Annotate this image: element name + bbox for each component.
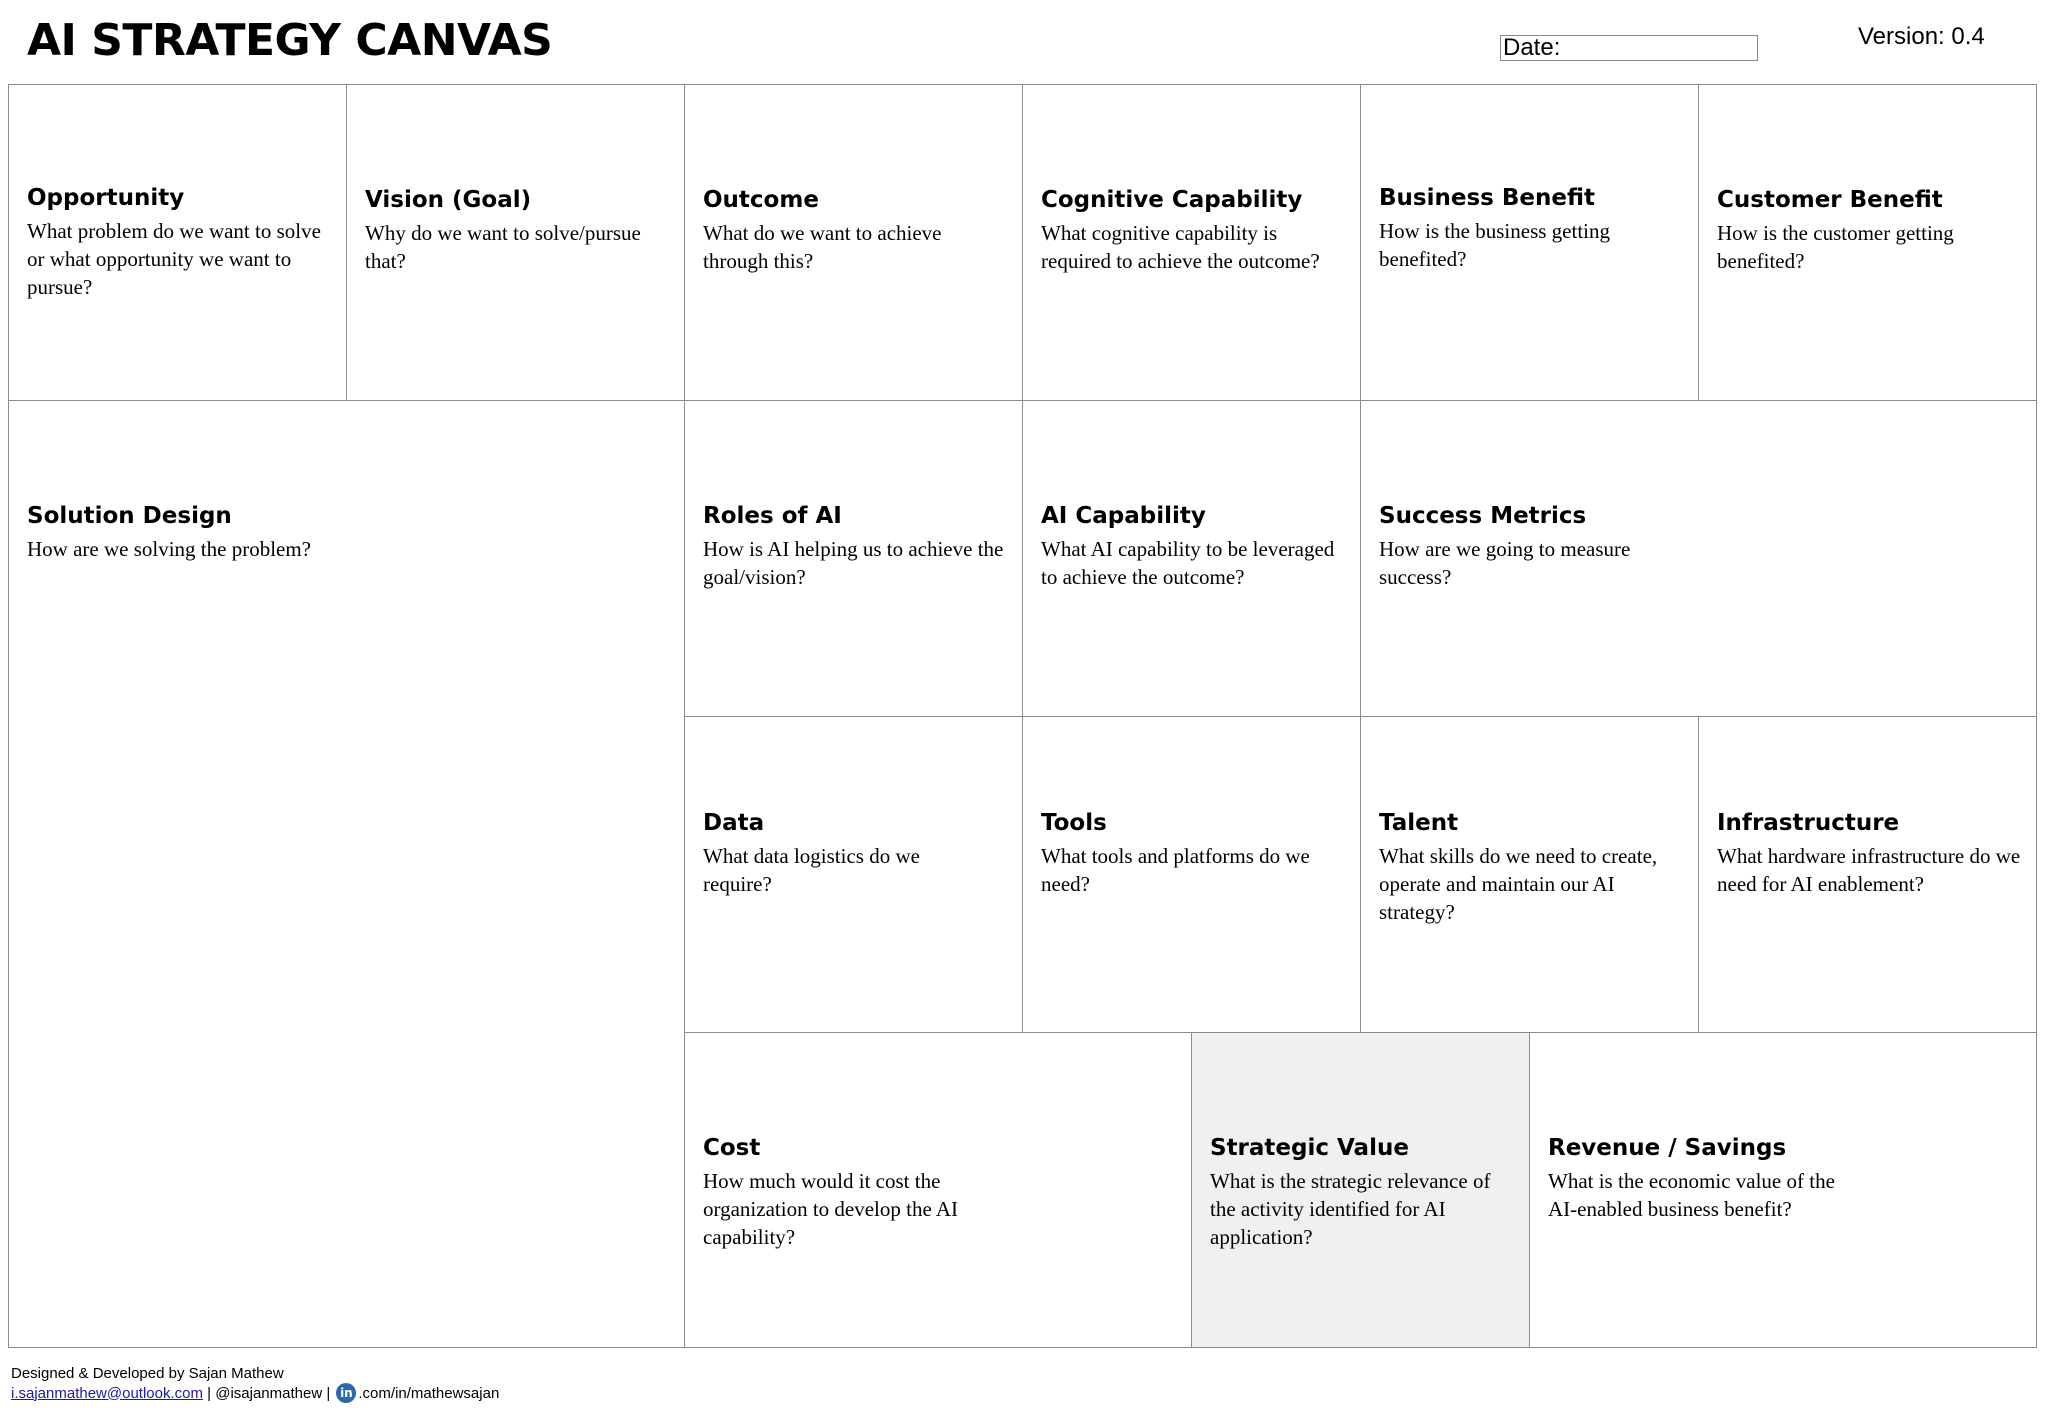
block-cognitive-capability[interactable] xyxy=(1022,84,1361,401)
footer-credit: Designed & Developed by Sajan Mathew xyxy=(11,1365,284,1382)
block-talent[interactable] xyxy=(1360,716,1699,1033)
block-question: What is the economic value of the AI-enabled business benefit? xyxy=(1548,1169,1835,1221)
block-ai-capability[interactable] xyxy=(1022,400,1361,717)
block-question: What data logistics do we require? xyxy=(703,844,920,896)
block-question: How are we solving the problem? xyxy=(27,537,312,561)
page-title: AI STRATEGY CANVAS xyxy=(27,15,553,66)
block-question: Why do we want to solve/pursue that? xyxy=(365,221,641,273)
linkedin-path: .com/in/mathewsajan xyxy=(358,1384,500,1402)
block-vision[interactable] xyxy=(346,84,685,401)
block-title: Revenue / Savings xyxy=(1548,1135,1787,1161)
block-title: Cost xyxy=(703,1135,761,1161)
date-label: Date: xyxy=(1503,35,1561,61)
block-question: What is the strategic relevance of the activity identified for AI application? xyxy=(1210,1169,1491,1249)
block-question: What tools and platforms do we need? xyxy=(1041,844,1310,896)
block-question: How much would it cost the organization to develop the AI capability? xyxy=(703,1169,959,1249)
block-strategic-value[interactable] xyxy=(1191,1032,1530,1348)
linkedin-icon: in xyxy=(336,1383,356,1403)
block-question: How is AI helping us to achieve the goal/vision? xyxy=(703,537,1004,589)
block-question: What problem do we want to solve or what opportunity we want to pursue? xyxy=(27,219,321,299)
date-field[interactable] xyxy=(1500,35,1758,61)
block-tools[interactable] xyxy=(1022,716,1361,1033)
block-question: What hardware infrastructure do we need for AI enablement? xyxy=(1717,844,2021,896)
block-customer-benefit[interactable] xyxy=(1698,84,2037,401)
block-outcome[interactable] xyxy=(684,84,1023,401)
block-title: Talent xyxy=(1379,810,1459,836)
twitter-handle: | @isajanmathew | xyxy=(202,1384,335,1402)
footer-contacts xyxy=(11,1383,499,1403)
block-title: Vision (Goal) xyxy=(365,187,532,213)
block-title: Success Metrics xyxy=(1379,503,1587,529)
block-opportunity[interactable] xyxy=(8,84,347,401)
block-data[interactable] xyxy=(684,716,1023,1033)
block-title: Outcome xyxy=(703,187,819,213)
block-business-benefit[interactable] xyxy=(1360,84,1699,401)
block-question: What cognitive capability is required to achieve the outcome? xyxy=(1041,221,1320,273)
block-question: What skills do we need to create, operate and maintain our AI strategy? xyxy=(1379,844,1658,924)
block-title: Customer Benefit xyxy=(1717,187,1943,213)
block-question: What do we want to achieve through this? xyxy=(703,221,942,273)
block-title: Business Benefit xyxy=(1379,185,1595,211)
block-title: Cognitive Capability xyxy=(1041,187,1303,213)
block-title: Solution Design xyxy=(27,503,232,529)
email-link[interactable]: i.sajanmathew@outlook.com xyxy=(11,1384,203,1402)
block-title: Roles of AI xyxy=(703,503,842,529)
block-title: Data xyxy=(703,810,765,836)
block-question: How is the customer getting benefited? xyxy=(1717,221,1954,273)
block-cost[interactable] xyxy=(684,1032,1192,1348)
block-question: How is the business getting benefited? xyxy=(1379,219,1610,271)
version-label: Version: 0.4 xyxy=(1858,23,1985,50)
block-question: What AI capability to be leveraged to achieve the outcome? xyxy=(1041,537,1335,589)
block-infrastructure[interactable] xyxy=(1698,716,2037,1033)
block-title: AI Capability xyxy=(1041,503,1206,529)
footer xyxy=(11,1364,499,1403)
block-roles-of-ai[interactable] xyxy=(684,400,1023,717)
block-question: How are we going to measure success? xyxy=(1379,537,1631,589)
block-title: Strategic Value xyxy=(1210,1135,1409,1161)
block-success-metrics[interactable] xyxy=(1360,400,2037,717)
block-solution-design[interactable] xyxy=(8,400,685,1348)
block-title: Tools xyxy=(1041,810,1107,836)
block-title: Infrastructure xyxy=(1717,810,1900,836)
block-revenue-savings[interactable] xyxy=(1529,1032,2037,1348)
block-title: Opportunity xyxy=(27,185,185,211)
